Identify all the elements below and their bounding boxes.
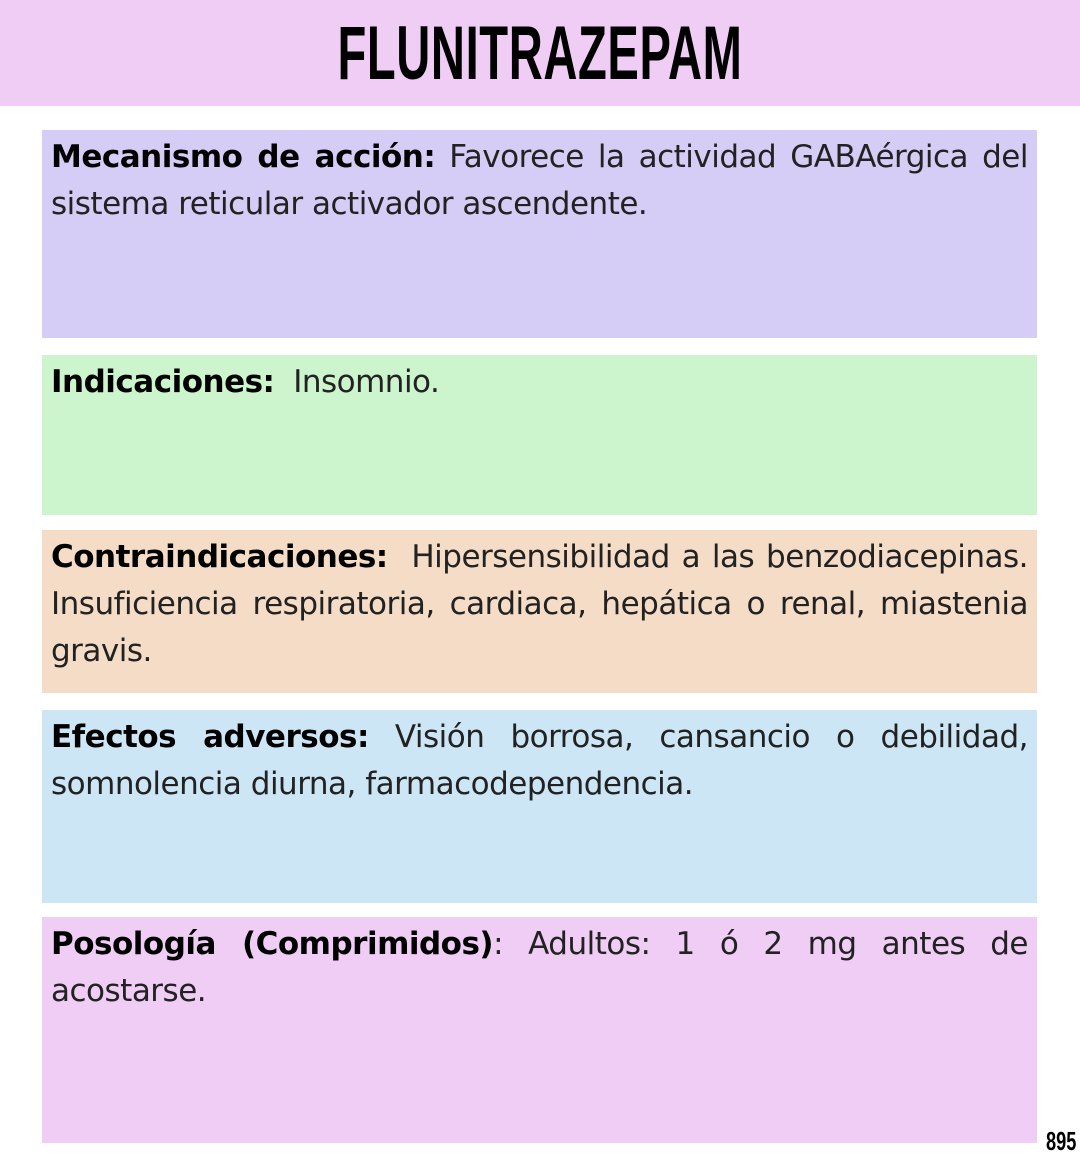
header-banner bbox=[0, 0, 1080, 106]
section-label: Posología (Comprimidos) bbox=[51, 926, 494, 962]
section-text: Favorece la actividad GABAérgica del sistema reticular activador ascendente. bbox=[51, 139, 1028, 222]
section-label: Indicaciones: bbox=[51, 364, 275, 400]
section-text: : Adultos: 1 ó 2 mg antes de acostarse. bbox=[51, 926, 1028, 1009]
section-label: Efectos adversos: bbox=[51, 719, 369, 755]
section-label: Contraindicaciones: bbox=[51, 539, 388, 575]
section-label: Mecanismo de acción: bbox=[51, 139, 436, 175]
section-text: Hipersensibilidad a las benzodiacepinas. Insuficiencia respiratoria, cardiaca, hepática o renal, miastenia gravis. bbox=[51, 539, 1028, 669]
section-indicaciones bbox=[42, 355, 1037, 515]
page-number: 895 bbox=[1045, 1126, 1076, 1156]
section-text: Insomnio. bbox=[293, 364, 440, 400]
section-posologia bbox=[42, 917, 1037, 1143]
section-mecanismo bbox=[42, 130, 1037, 338]
section-text: Visión borrosa, cansancio o debilidad, somnolencia diurna, farmacodependencia. bbox=[51, 719, 1028, 802]
section-contraindicaciones bbox=[42, 530, 1037, 693]
page-title: FLUNITRAZEPAM bbox=[337, 11, 743, 96]
section-efectos-adversos bbox=[42, 710, 1037, 903]
